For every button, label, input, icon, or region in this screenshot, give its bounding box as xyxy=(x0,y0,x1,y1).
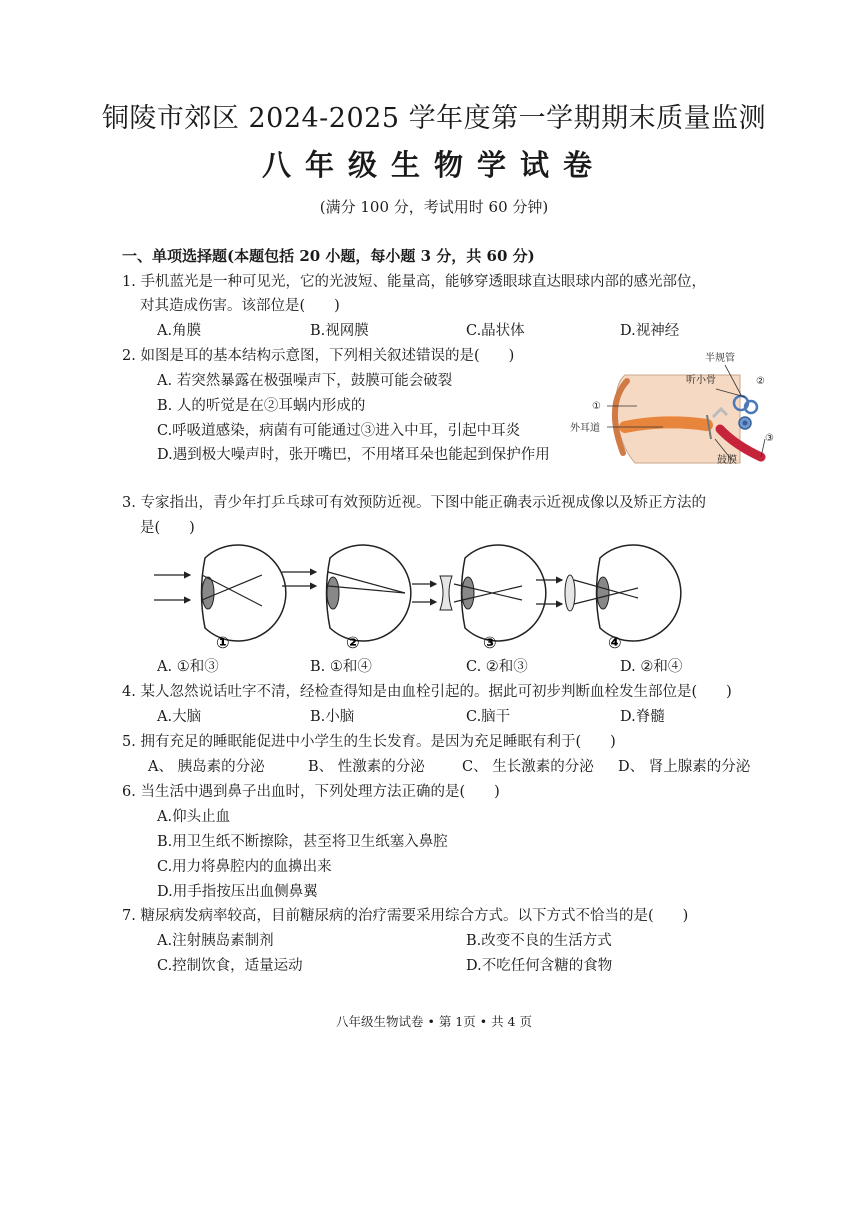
q4-option-b: B.小脑 xyxy=(310,709,355,725)
q6-option-a: A.仰头止血 xyxy=(157,809,231,825)
q5-option-d: D、 肾上腺素的分泌 xyxy=(618,759,751,775)
section-heading: 一、单项选择题(本题包括 20 小题，每小题 3 分，共 60 分) xyxy=(122,247,535,265)
q2-option-a: A. 若突然暴露在极强噪声下，鼓膜可能会破裂 xyxy=(157,373,453,389)
page-footer: 八年级生物试卷 • 第 1页 • 共 4 页 xyxy=(336,1014,532,1029)
eye-imaging-diagrams xyxy=(150,538,710,656)
label-num2: ② xyxy=(756,376,765,387)
exam-title: 铜陵市郊区 2024-2025 学年度第一学期期末质量监测 xyxy=(101,103,767,134)
ear-structure-diagram xyxy=(565,345,785,475)
q4-option-a: A.大脑 xyxy=(157,709,202,725)
q1-option-c: C.晶状体 xyxy=(466,323,525,339)
q5-stem: 5. 拥有充足的睡眠能促进中小学生的生长发育。是因为充足睡眠有利于( ) xyxy=(122,734,616,750)
q5-option-b: B、 性激素的分泌 xyxy=(308,759,425,775)
q2-stem: 2. 如图是耳的基本结构示意图，下列相关叙述错误的是( ) xyxy=(122,348,515,364)
q6-option-c: C.用力将鼻腔内的血擤出来 xyxy=(157,859,332,875)
q6-option-d: D.用手指按压出血侧鼻翼 xyxy=(157,884,318,900)
q7-option-d: D.不吃任何含糖的食物 xyxy=(466,958,613,974)
label-eardrum: 鼓膜 xyxy=(717,455,737,466)
q7-option-c: C.控制饮食，适量运动 xyxy=(157,958,303,974)
q6-stem: 6. 当生活中遇到鼻子出血时，下列处理方法正确的是( ) xyxy=(122,784,500,800)
q5-option-a: A、 胰岛素的分泌 xyxy=(148,759,265,775)
label-ear-canal: 外耳道 xyxy=(570,423,600,434)
eye-diagram-1 xyxy=(154,545,286,641)
q1-option-d: D.视神经 xyxy=(620,323,680,339)
q3-option-b: B. ①和④ xyxy=(310,659,372,675)
q3-stem-line2: 是( ) xyxy=(140,520,195,536)
exam-subject-title: 八年级生物学试卷 xyxy=(261,148,606,182)
eye-label-1: ① xyxy=(216,633,230,652)
label-num3: ③ xyxy=(765,433,774,444)
eye-label-2: ② xyxy=(346,633,360,652)
exam-note: (满分 100 分，考试用时 60 分钟) xyxy=(319,198,549,216)
q2-option-c: C.呼吸道感染，病菌有可能通过③进入中耳，引起中耳炎 xyxy=(157,423,521,439)
eye-label-4: ④ xyxy=(608,633,622,652)
q2-option-d: D.遇到极大噪声时，张开嘴巴，不用堵耳朵也能起到保护作用 xyxy=(157,447,550,463)
q1-stem-line1: 1. 手机蓝光是一种可见光，它的光波短、能量高，能够穿透眼球直达眼球内部的感光部位， xyxy=(122,274,706,290)
label-semicircular-canals: 半规管 xyxy=(705,353,735,364)
q3-option-a: A. ①和③ xyxy=(157,659,219,675)
q1-stem-line2: 对其造成伤害。该部位是( ) xyxy=(140,298,340,314)
q6-option-b: B.用卫生纸不断擦除，甚至将卫生纸塞入鼻腔 xyxy=(157,834,448,850)
q1-option-b: B.视网膜 xyxy=(310,323,369,339)
eye-label-3: ③ xyxy=(483,633,497,652)
q4-option-c: C.脑干 xyxy=(466,709,511,725)
label-num1: ① xyxy=(592,401,601,412)
eye-diagram-2 xyxy=(282,545,411,641)
q1-option-a: A.角膜 xyxy=(157,323,202,339)
eye-diagram-3 xyxy=(412,545,546,641)
q3-stem-line1: 3. 专家指出，青少年打乒乓球可有效预防近视。下图中能正确表示近视成像以及矫正方法的 xyxy=(122,495,706,511)
eye-diagram-4 xyxy=(536,545,681,641)
q7-option-b: B.改变不良的生活方式 xyxy=(466,933,612,949)
q4-option-d: D.脊髓 xyxy=(620,709,665,725)
label-ossicles: 听小骨 xyxy=(686,375,716,386)
q2-option-b: B. 人的听觉是在②耳蜗内形成的 xyxy=(157,398,366,414)
q3-option-d: D. ②和④ xyxy=(620,659,683,675)
q7-stem: 7. 糖尿病发病率较高，目前糖尿病的治疗需要采用综合方式。以下方式不恰当的是( ) xyxy=(122,908,689,924)
q7-option-a: A.注射胰岛素制剂 xyxy=(157,933,274,949)
q5-option-c: C、 生长激素的分泌 xyxy=(462,759,594,775)
q3-option-c: C. ②和③ xyxy=(466,659,528,675)
q4-stem: 4. 某人忽然说话吐字不清，经检查得知是由血栓引起的。据此可初步判断血栓发生部位是( ) xyxy=(122,684,732,700)
